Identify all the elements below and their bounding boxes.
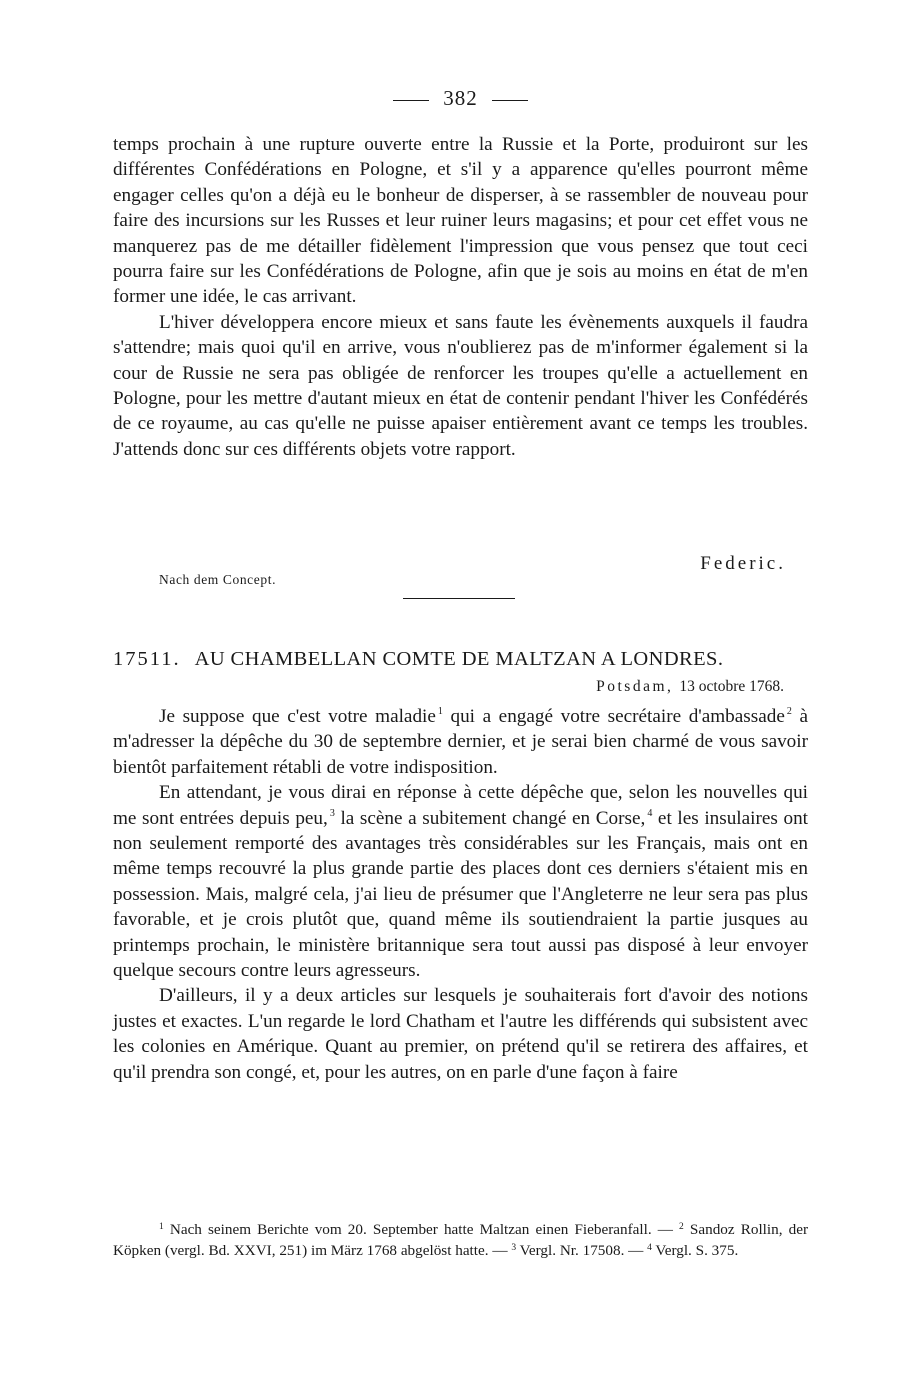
dateline-place: Potsdam, — [596, 678, 674, 695]
paragraph — [113, 780, 808, 983]
footnote-marker: 3 — [511, 1243, 517, 1253]
source-note: Nach dem Concept. — [159, 572, 277, 587]
footnote-marker: 2 — [679, 1222, 684, 1232]
text-run: En attendant, je vous dirai en réponse à cette dépêche que, selon les nouvelles qui me sont entrées depuis peu, — [113, 782, 808, 829]
text-run: Je suppose que c'est votre maladie — [159, 706, 436, 727]
footnote-ref: 4 — [647, 807, 653, 819]
footnote-ref: 3 — [329, 807, 335, 819]
footnote-marker: 4 — [647, 1243, 652, 1253]
paragraph — [113, 704, 808, 780]
page-number-dash-left — [393, 100, 429, 101]
footnote-block — [113, 1219, 808, 1261]
page-number-dash-right — [492, 100, 528, 101]
text-run: qui a engagé votre secrétaire d'ambassade — [442, 706, 785, 727]
paragraph: temps prochain à une rupture ouverte entre la Russie et la Porte, produiront sur les différentes Confédérations en Pologne, et s'il y a apparence qu'elles pourront même engager celles qu'on a déjà eu le bonheur de disperser, à se rassembler de nouveau pour faire des incursions sur les Russes et leur ruiner leurs magasins; et pour cet effet vous ne manquerez pas de me détailler fidèlement l'impression que vous pensez que tout ceci pourra faire sur les Confédérations de Pologne, afin que je sois au moins en état de m'en former une idée, le cas arrivant. — [113, 134, 808, 308]
footnotes — [113, 1219, 808, 1261]
text-run: et les insulaires ont non seulement remporté des avantages très considérables sur les Français, mais ont en même temps recouvré la plus grande partie des places dont ces derniers s'étaient mis en possession. Mais, malgré cela, j'ai lieu de présumer que l'Angleterre ne leur sera pas plus favorable, et je crois plutôt que, quand même ils soutiendraient la partie jusques au printemps prochain, le ministère britannique sera tout aussi pas disposé à leur envoyer quelque secours contre leurs agresseurs. — [113, 807, 808, 982]
letter-title: AU CHAMBELLAN COMTE DE MALTZAN A LONDRES. — [194, 648, 724, 670]
signature: Federic. — [700, 553, 786, 574]
footnote-marker: 1 — [159, 1222, 164, 1232]
page-number-line — [113, 86, 808, 111]
footnote-text: Sandoz Rollin, der Köpken (vergl. Bd. XXVI, 251) im März 1768 abgelöst hatte. — — [113, 1221, 809, 1259]
paragraph: L'hiver développera encore mieux et sans faute les évènements auxquels il faudra s'attendre; mais quoi qu'il en arrive, vous n'oublierez pas de m'informer également si la cour de Russie ne sera pas obligée de renforcer les troupes qu'elle a actuellement en Pologne, pour les mettre d'autant mieux en état de contenir pendant l'hiver les Confédérés de ce royaume, au cas qu'elle ne puisse apaiser entièrement avant ce temps les troubles. J'attends donc sur ces différents objets votre rapport. — [113, 311, 808, 460]
text-run: la scène a subitement changé en Corse, — [334, 807, 646, 829]
letter-body — [113, 704, 808, 1085]
dateline-date: 13 octobre 1768. — [679, 678, 784, 695]
footnote-text: Nach seinem Berichte vom 20. September hatte Maltzan einen Fieberanfall. — — [163, 1221, 680, 1238]
letter-heading — [113, 648, 808, 671]
footnote-ref: 2 — [786, 706, 792, 717]
footnote-text: Vergl. S. 375. — [651, 1242, 739, 1259]
page-number: 382 — [443, 86, 478, 110]
letter-number: 17511. — [113, 648, 181, 670]
dateline — [596, 678, 784, 696]
footnote-text: Vergl. Nr. 17508. — — [516, 1242, 648, 1259]
text-run: à m'adresser la dépêche du 30 de septembre dernier, et je serai bien charmé de vous savoir bientôt parfaitement rétabli de votre indisposition. — [113, 706, 808, 778]
paragraph: D'ailleurs, il y a deux articles sur lesquels je souhaiterais fort d'avoir des notions justes et exactes. L'un regarde le lord Chatham et l'autre les différends qui subsistent avec les colonies en Amérique. Quant au premier, on prétend qu'il se retirera des affaires, et qu'il prendra son congé, et, pour les autres, on en parle d'une façon à faire — [113, 985, 808, 1083]
section-divider — [403, 598, 515, 599]
previous-letter-body — [113, 132, 808, 462]
footnote-ref: 1 — [437, 706, 443, 717]
